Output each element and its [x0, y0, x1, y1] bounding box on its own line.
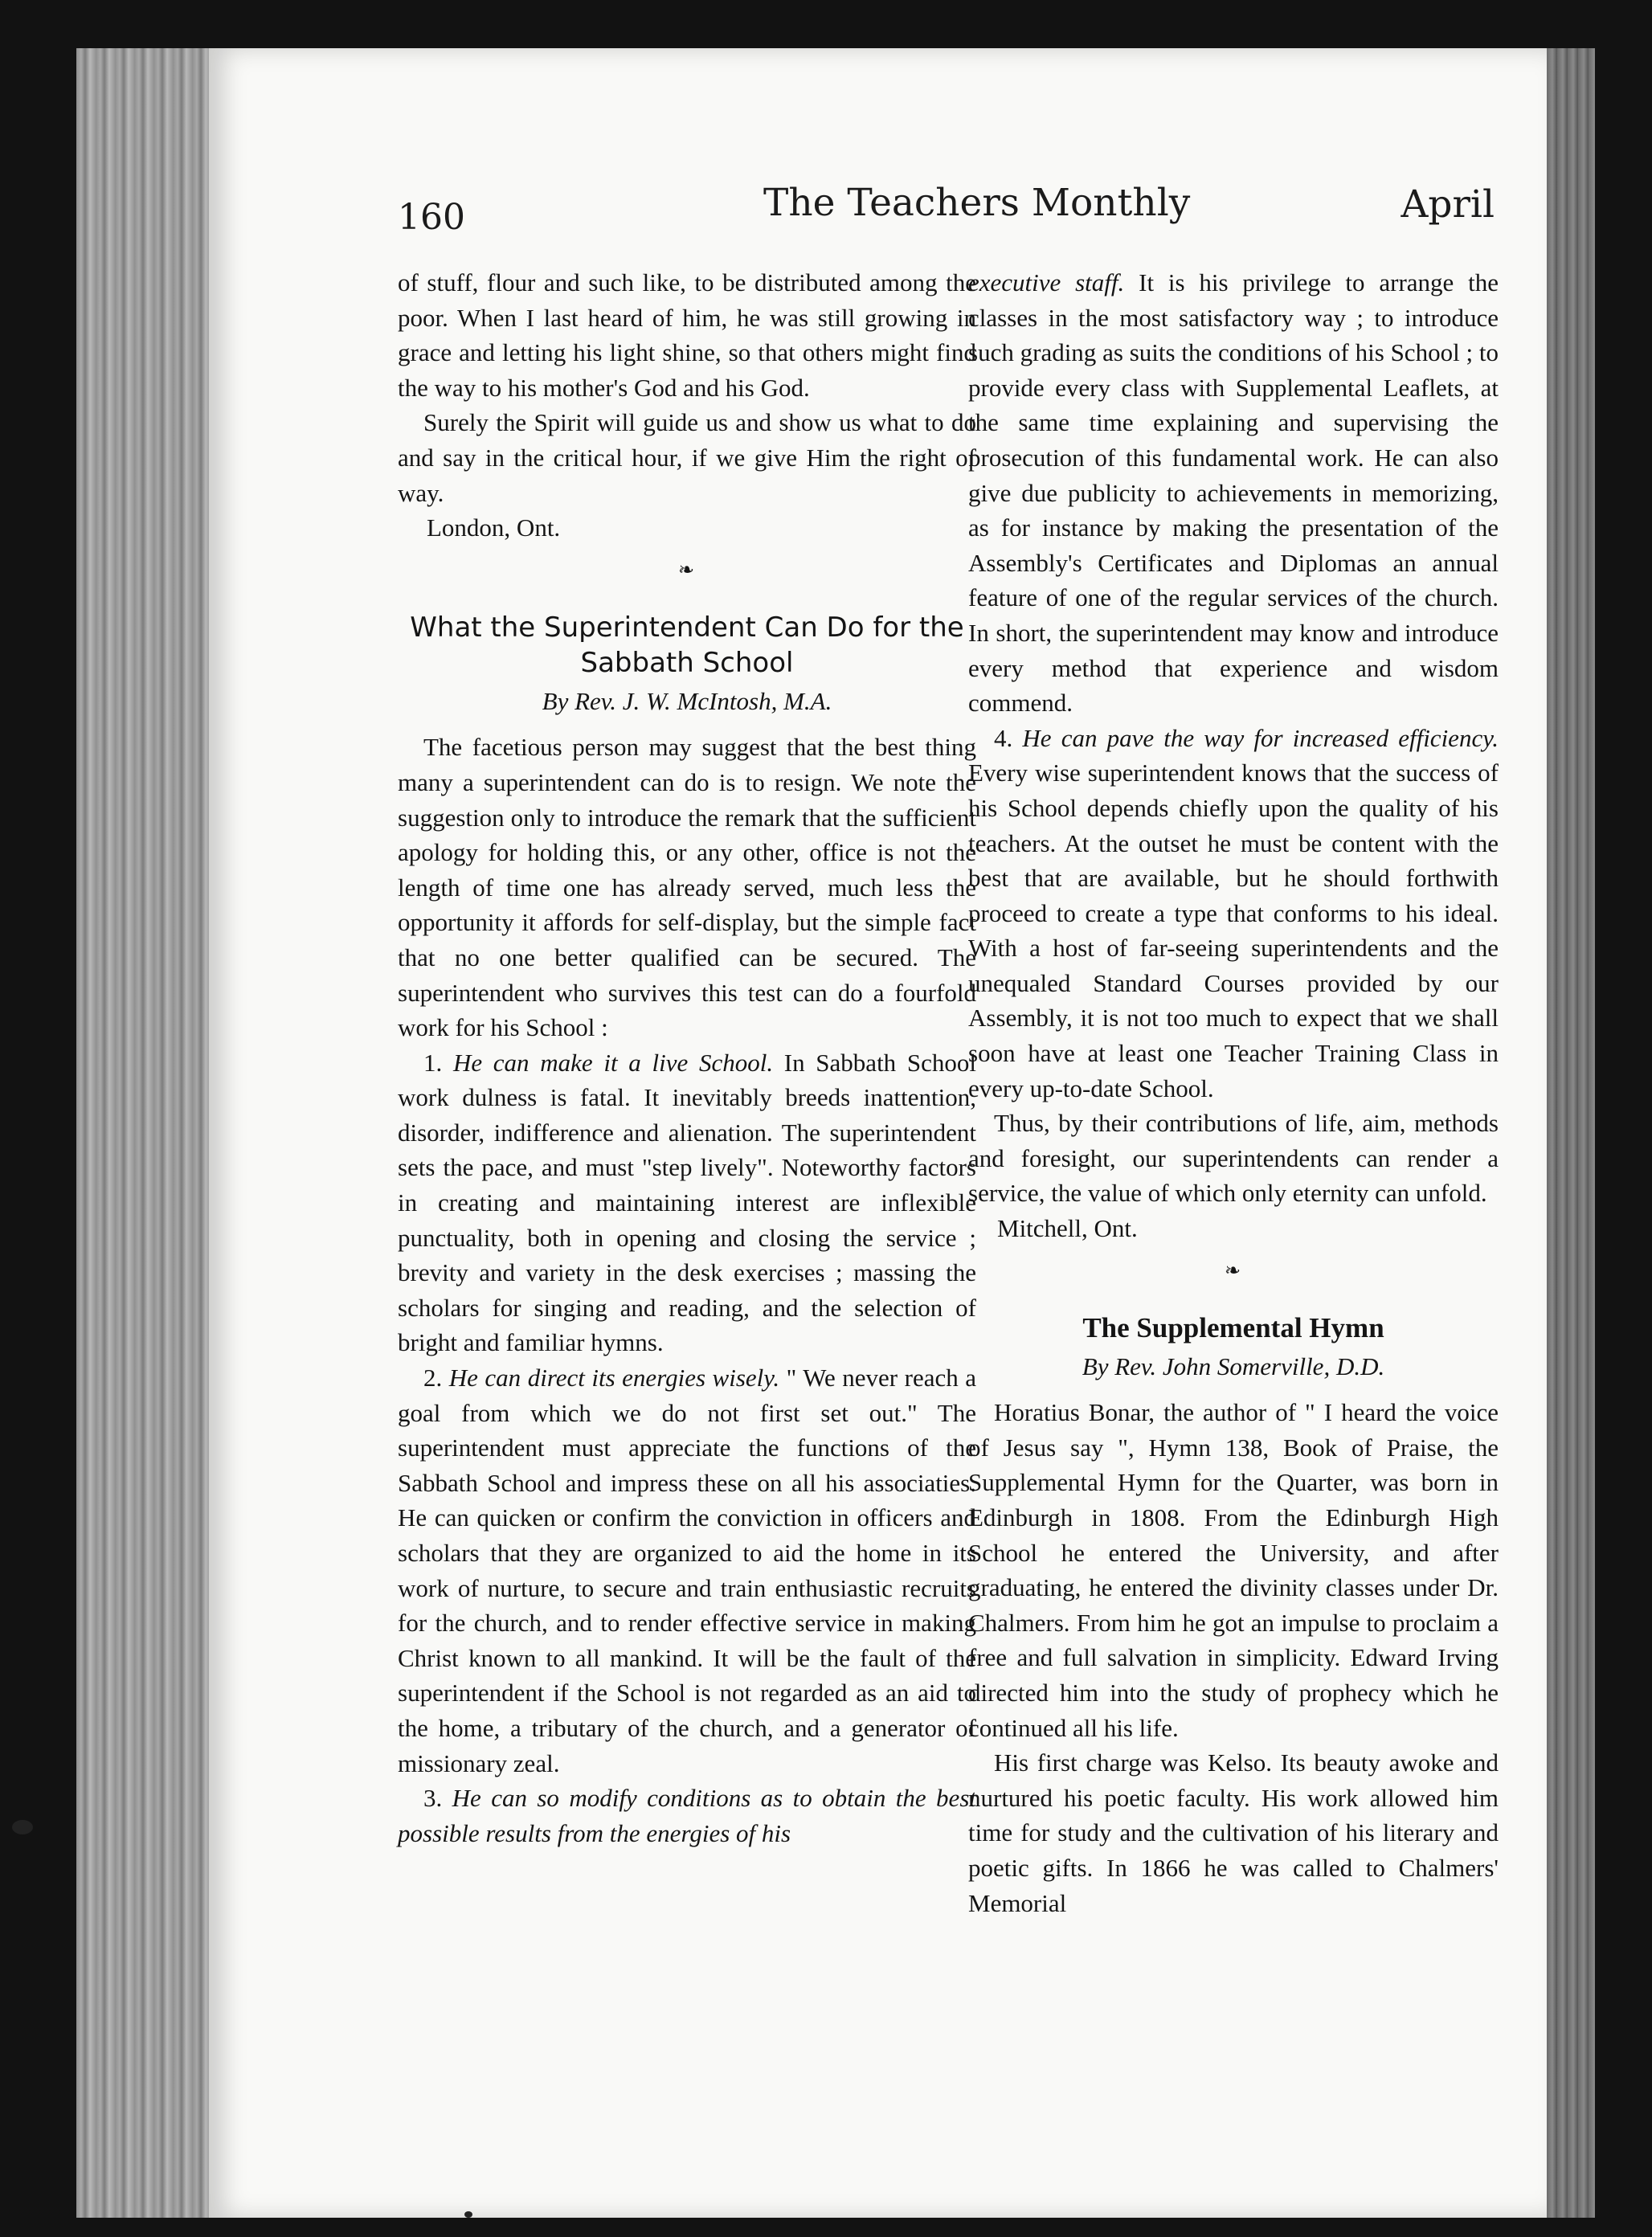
- item-heading: He can so modify conditions as to obtain the best possible results from the energies of his: [398, 1784, 976, 1847]
- item-text: Every wise superintendent knows that the success of his School depends chiefly upon the quality of his teachers. At the outset he must be content with the best that are available, but he should forthwith proceed to create a type that conforms to his ideal. With a host of far-seeing superintendents and the unequaled Standard Courses provided by our Assembly, it is not too much to expect that we shall soon have at least one Teacher Training Class in every up-to-date School.: [968, 759, 1499, 1102]
- item-text: " We never reach a goal from which we do not first set out." The superintendent must appreciate the functions of the Sabbath School and impress these on all his associaties. He can quicken or confirm the conviction in officers and scholars that they are organized to aid the home in its work of nurture, to secure and train enthusiastic recruits for the church, and to render effective service in making Christ known to all mankind. It will be the fault of the superintendent if the School is not regarded as an aid to the home, a tributary of the church, and a generator of missionary zeal.: [398, 1364, 976, 1777]
- section-ornament-icon: ❧: [1224, 1260, 1241, 1282]
- book-page-edges: [76, 48, 229, 2218]
- left-column: [398, 265, 976, 1851]
- page-number: 160: [398, 197, 465, 238]
- right-column: [968, 265, 1499, 1920]
- item-number: 2.: [423, 1364, 443, 1393]
- article-title: What the Superintendent Can Do for the Sabbath School: [410, 611, 964, 679]
- dust-speck: [12, 1820, 33, 1834]
- item-heading: executive staff.: [968, 268, 1125, 296]
- item-heading: He can pave the way for increased efficiency.: [1022, 723, 1499, 752]
- numbered-paragraph: [398, 1781, 976, 1851]
- paragraph: The facetious person may suggest that the best thing many a superintendent can do is to resign. We note the suggestion only to introduce the remark that the sufficient apology for holding this, or any other, office is not the length of time one has already served, much less the opportunity it affords for self-display, but the simple fact that no one better qualified can be secured. The superintendent who survives this test can do a fourfold work for his School :: [398, 733, 976, 1042]
- paragraph: Horatius Bonar, the author of " I heard the voice of Jesus say ", Hymn 138, Book of Praise, the Supplemental Hymn for the Quarter, was born in Edinburgh in 1808. From the Edinburgh High School he entered the University, and after graduating, he entered the divinity classes under Dr. Chalmers. From him he got an impulse to proclaim a free and full salvation in simplicity. Edward Irving directed him into the study of prophecy which he continued all his life.: [968, 1398, 1499, 1742]
- journal-title: The Teachers Monthly: [763, 181, 1191, 225]
- article-byline: By Rev. John Somerville, D.D.: [1082, 1352, 1385, 1380]
- item-number: 1.: [423, 1048, 443, 1077]
- item-heading: He can make it a live School.: [452, 1048, 774, 1077]
- paragraph: [968, 265, 1499, 721]
- place-signoff: Mitchell, Ont.: [997, 1214, 1138, 1243]
- item-number: 4.: [994, 723, 1013, 752]
- dust-speck: [464, 2211, 472, 2218]
- item-text: In Sabbath School work dulness is fatal. It inevitably breeds inattention, disorder, indifference and alienation. The superintendent sets the pace, and must "step lively". Noteworthy factors in creating and maintaining interest are inflexible punctuality, both in opening and closing the service ; brevity and variety in the desk exercises ; massing the scholars for singing and reading, and the selection of bright and familiar hymns.: [398, 1048, 976, 1357]
- section-ornament-icon: ❧: [677, 559, 695, 581]
- numbered-paragraph: [398, 1045, 976, 1360]
- book-right-edge: [1547, 48, 1595, 2218]
- article-title: The Supplemental Hymn: [1082, 1311, 1384, 1343]
- paragraph: His first charge was Kelso. Its beauty awoke and nurtured his poetic faculty. His work allowed him time for study and the cultivation of his literary and poetic gifts. In 1866 he was called to Chalmers' Memorial: [968, 1748, 1499, 1917]
- place-signoff: London, Ont.: [427, 513, 561, 542]
- paragraph: Thus, by their contributions of life, aim, methods and foresight, our superintendents can render a service, the value of which only eternity can unfold.: [968, 1109, 1499, 1208]
- paragraph: of stuff, flour and such like, to be distributed among the poor. When I last heard of him, he was still growing in grace and letting his light shine, so that others might find the way to his mother's God and his God.: [398, 268, 976, 402]
- running-header: [398, 181, 1527, 245]
- item-text: It is his privilege to arrange the classes in the most satisfactory way ; to introduce such grading as suits the conditions of his School ; to provide every class with Supplemental Leaflets, at the same time explaining and supervising the prosecution of this fundamental work. He can also give due publicity to achievements in memorizing, as for instance by making the presentation of the Assembly's Certificates and Diplomas an annual feature of one of the regular services of the church. In short, the superintendent may know and introduce every method that experience and wisdom commend.: [968, 268, 1499, 718]
- numbered-paragraph: [968, 721, 1499, 1106]
- item-heading: He can direct its energies wisely.: [448, 1364, 780, 1393]
- article-byline: By Rev. J. W. McIntosh, M.A.: [542, 686, 832, 715]
- paragraph: Surely the Spirit will guide us and show us what to do and say in the critical hour, if we give Him the right of way.: [398, 408, 976, 507]
- item-number: 3.: [423, 1784, 443, 1813]
- issue-month: April: [1401, 182, 1495, 227]
- numbered-paragraph: [398, 1360, 976, 1781]
